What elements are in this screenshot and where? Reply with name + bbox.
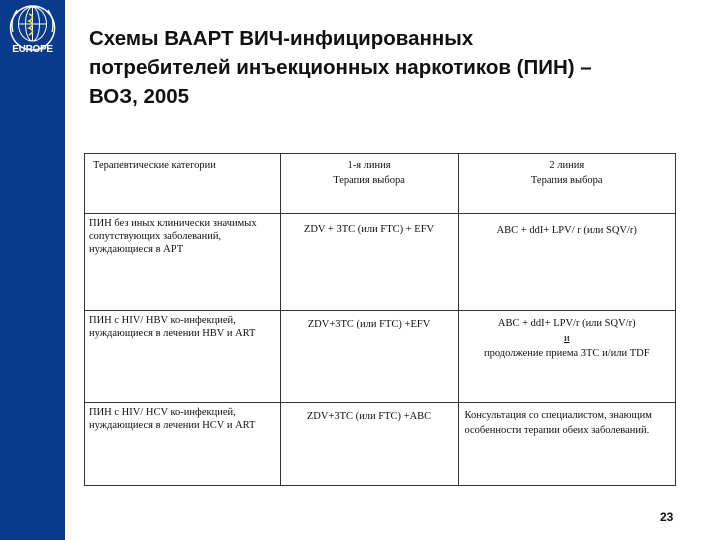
header-first-line [280, 154, 458, 214]
title-line-2: потребителей инъекционных наркотиков (ПИН) – [89, 56, 592, 79]
second-line-conjunction: и [563, 333, 570, 344]
table-row [85, 214, 676, 311]
title-line-3: ВОЗ, 2005 [89, 85, 190, 108]
row-category: ПИН с HIV/ HCV ко-инфекцией, нуждающиеся в лечении HCV и ART [85, 403, 281, 486]
logo-text: EUROPE [12, 44, 53, 55]
page-number: 23 [660, 510, 674, 524]
title-line-1: Схемы ВААРТ ВИЧ-инфицированных [89, 27, 474, 50]
header-second-line-subtitle: Терапия выбора [530, 175, 603, 186]
row-first-line: ZDV + 3TC (или FTC) + EFV [280, 214, 458, 311]
table-row [85, 403, 676, 486]
treatment-table [84, 153, 676, 486]
row-category: ПИН с HIV/ HBV ко-инфекцией, нуждающиеся в лечении HBV и ART [85, 311, 281, 403]
header-first-line-title: 1-я линия [347, 160, 391, 171]
sidebar-band [0, 0, 65, 540]
slide-title [89, 24, 699, 111]
header-second-line-title: 2 линия [549, 160, 585, 171]
table-row [85, 311, 676, 403]
header-category: Терапевтические категории [85, 154, 281, 214]
second-line-continuation: продолжение приема 3TC и/или TDF [483, 348, 650, 359]
table-header-row [85, 154, 676, 214]
header-second-line [458, 154, 676, 214]
row-first-line: ZDV+3TC (или FTC) +EFV [280, 311, 458, 403]
second-line-regimen: ABC + ddI+ LPV/r (или SQV/r) [497, 318, 636, 329]
row-second-line: Консультация со специалистом, знающим особенности терапии обеих заболеваний. [458, 403, 676, 486]
row-second-line: ABC + ddI+ LPV/ r (или SQV/r) [458, 214, 676, 311]
row-second-line [458, 311, 676, 403]
header-first-line-subtitle: Терапия выбора [333, 175, 405, 186]
row-category: ПИН без иных клинически значимых сопутствующих заболеваний, нуждающиеся в АРТ [85, 214, 281, 311]
row-first-line: ZDV+3TC (или FTC) +ABC [280, 403, 458, 486]
